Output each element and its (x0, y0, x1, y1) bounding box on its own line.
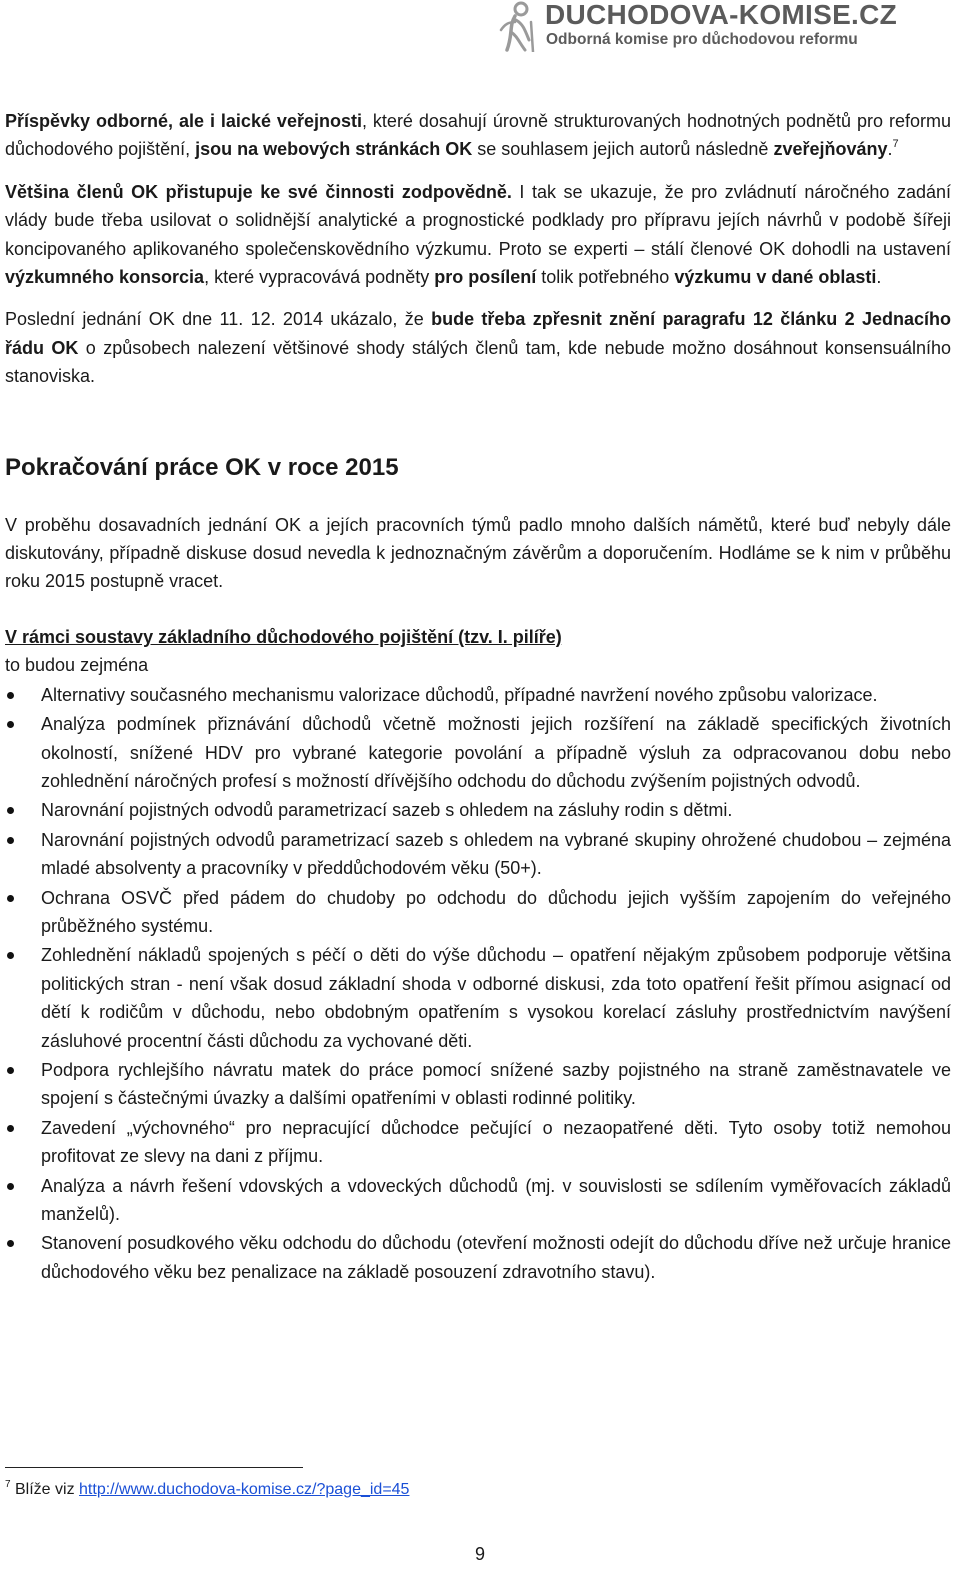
text: , které vypracovává podněty (204, 267, 435, 288)
main-content (5, 107, 951, 1286)
paragraph-last-meeting (5, 305, 951, 390)
logo-subtitle: Odborná komise pro důchodovou reformu (546, 31, 858, 48)
footnote-text: Blíže viz (10, 1481, 80, 1498)
section-heading: Pokračování práce OK v roce 2015 (5, 453, 399, 481)
text: se souhlasem jejich autorů následně (472, 139, 774, 160)
footnote-link[interactable]: http://www.duchodova-komise.cz/?page_id=45 (79, 1481, 410, 1498)
text: tolik potřebného (536, 267, 675, 288)
footnote-number: 7 (5, 1479, 11, 1490)
footnote-divider (5, 1467, 303, 1468)
list-item: Zohlednění nákladů spojených s péčí o děti do výše důchodu – opatření nějakým způsobem podporuje většina politických stran - není však dosud základní shoda v odborné diskusi, zda toto opatření řešit přímou asignací od dětí k rodičům v důchodu, nebo obdobným opatřením s vysokou korelací zásluhy prostřednictvím navýšení zásluhové procentní části důchodu za vychované děti. (5, 941, 951, 1055)
list-item: Zavedení „výchovného“ pro nepracující důchodce pečující o nezaopatřené děti. Tyto osoby totiž nemohou profitovat ze slevy na dani z příjmu. (5, 1114, 951, 1171)
logo-figure-icon (495, 0, 543, 52)
bold-text: bude třeba zpřesnit znění paragrafu 12 článku 2 Jednacího řádu OK (5, 309, 951, 358)
topics-list (5, 681, 951, 1287)
list-item: Analýza podmínek přiznávání důchodů včetně možnosti jejich rozšíření na základě specifických životních okolností, snížené HDV pro vybrané kategorie povolání a případně výsluh za odpracovanou dobu nebo zohlednění náročných profesí s možností dřívějšího odchodu do důchodu zvýšením pojistných odvodů. (5, 710, 951, 795)
bold-text: Většina členů OK přistupuje ke své činnosti zodpovědně. (5, 181, 512, 202)
text: , které dosahují úrovně strukturovaných hodnotných podnětů pro reformu důchodového pojištění, (5, 111, 951, 160)
bold-text: výzkumného konsorcia (5, 267, 205, 288)
text: I tak se ukazuje, že pro zvládnutí náročného zadání vlády bude třeba usilovat o solidnější analytické a prognostické podklady pro přípravu jejích návrhů v podobě šířeji koncipovaného aplikovaného společenskovědního výzkumu. Proto se experti – stálí členové OK dohodli na ustavení (5, 181, 951, 259)
list-item: Ochrana OSVČ před pádem do chudoby po odchodu do důchodu jejich vyšším zapojením do veřejného průběžného systému. (5, 884, 951, 941)
bold-text: jsou na webových stránkách OK (195, 139, 473, 160)
text: o způsobech nalezení většinové shody stálých členů tam, kde nebude možno dosáhnout konsensuálního stanoviska. (5, 337, 952, 387)
text: . (876, 267, 882, 288)
list-item: Alternativy současného mechanismu valorizace důchodů, případné navržení nového způsobu valorizace. (5, 681, 951, 709)
list-item: Narovnání pojistných odvodů parametrizací sazeb s ohledem na zásluhy rodin s dětmi. (5, 796, 951, 824)
list-item: Narovnání pojistných odvodů parametrizací sazeb s ohledem na vybrané skupiny ohrožené chudobou – zejména mladé absolventy a pracovníky v předdůchodovém věku (50+). (5, 826, 951, 883)
list-intro: to budou zejména (5, 655, 149, 676)
subheading-first-pillar: V rámci soustavy základního důchodového pojištění (tzv. I. pilíře) (5, 626, 562, 647)
paragraph-continuation: V proběhu dosavadních jednání OK a jejích pracovních týmů padlo mnoho dalších námětů, které buď nebyly dále diskutovány, případně diskuse dosud nevedla k jednoznačným závěrům a doporučením. Hodláme se k nim v průběhu roku 2015 postupně vracet. (5, 514, 951, 592)
paragraph-members (5, 178, 951, 292)
text: . (887, 139, 893, 160)
page-number: 9 (474, 1544, 485, 1564)
list-item: Stanovení posudkového věku odchodu do důchodu (otevření možnosti odejít do důchodu dříve než určuje hranice důchodového věku bez penalizace na základě posouzení zdravotního stavu). (5, 1229, 951, 1286)
bold-text: pro posílení (434, 267, 537, 288)
logo-title: DUCHODOVA-KOMISE.CZ (545, 0, 898, 30)
bold-text: zveřejňovány (773, 139, 888, 160)
text: Poslední jednání OK dne 11. 12. 2014 ukázalo, že (5, 309, 432, 330)
paragraph-public-contributions (5, 107, 951, 164)
footnote-reference[interactable]: 7 (892, 138, 899, 151)
site-logo (495, 0, 935, 52)
footnote (5, 1478, 409, 1502)
list-item: Analýza a návrh řešení vdovských a vdoveckých důchodů (mj. v souvislosti se sdílením vyměřovacích základů manželů). (5, 1172, 951, 1229)
bold-text: výzkumu v dané oblasti (674, 267, 877, 288)
list-item: Podpora rychlejšího návratu matek do práce pomocí snížené sazby pojistného na straně zaměstnavatele ve spojení s částečnými úvazky a dalšími opatřeními v oblasti rodinné politiky. (5, 1056, 951, 1113)
bold-text: Příspěvky odborné, ale i laické veřejnosti (5, 111, 362, 131)
